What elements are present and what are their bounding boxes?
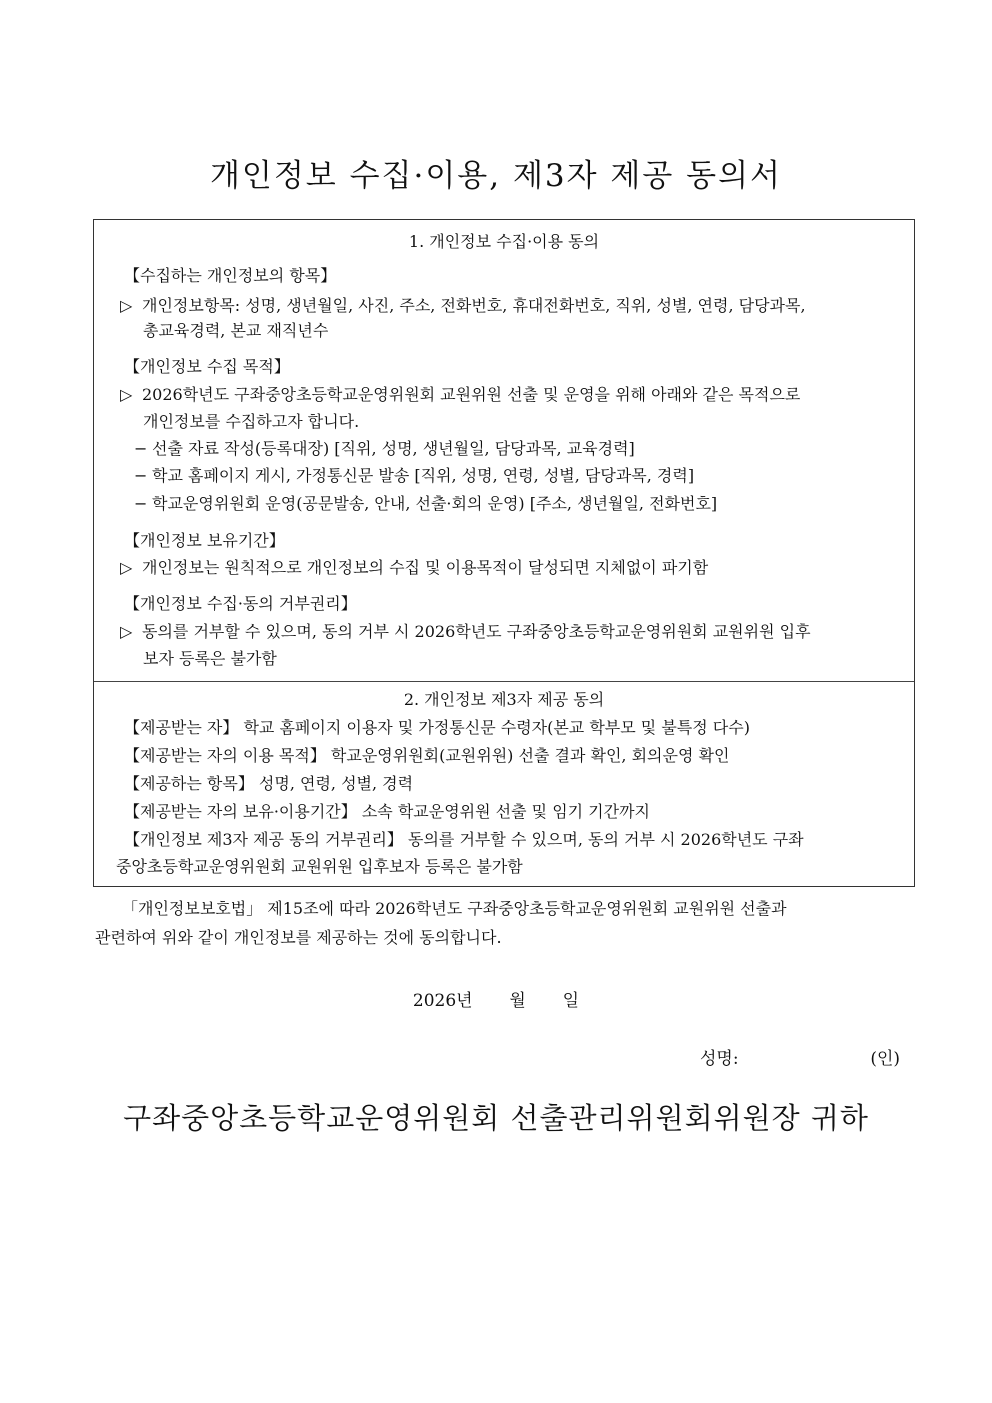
date-year: 2026년: [412, 991, 473, 1011]
provided-items-value: 성명, 연령, 성별, 경력: [258, 774, 414, 793]
consent-form-table: [93, 219, 915, 887]
third-party-refusal-row: [124, 830, 804, 850]
date-line: [0, 986, 992, 1011]
retention-period-label: 【제공받는 자의 보유·이용기간】: [124, 802, 357, 821]
retention-period-row: [124, 802, 650, 822]
collected-items-line1: [120, 296, 806, 316]
collected-items-text1: 개인정보항목: 성명, 생년월일, 사진, 주소, 전화번호, 휴대전화번호, 직위, 성별, 연령, 담당과목,: [142, 296, 806, 315]
date-month: 월: [509, 991, 526, 1011]
seal-placeholder: (인): [870, 1049, 900, 1069]
purpose-text1: 2026학년도 구좌중앙초등학교운영위원회 교원위원 선출 및 운영을 위해 아래와 같은 목적으로: [142, 385, 801, 404]
recipient-purpose-row: [124, 746, 729, 766]
document-title: 개인정보 수집·이용, 제3자 제공 동의서: [209, 158, 783, 194]
section-third-party-consent: [94, 682, 914, 886]
signature-line: [700, 1044, 900, 1069]
refusal-heading: 【개인정보 수집·동의 거부권리】: [124, 594, 357, 613]
retention-line1: ▷ 개인정보는 원칙적으로 개인정보의 수집 및 이용목적이 달성되면 지체없이 파기함: [120, 558, 709, 577]
recipient-value: 학교 홈페이지 이용자 및 가정통신문 수령자(본교 학부모 및 불특정 다수): [243, 718, 750, 737]
third-party-refusal-value1: 동의를 거부할 수 있으며, 동의 거부 시 2026학년도 구좌: [408, 830, 804, 849]
collected-items-line2: 총교육경력, 본교 재직년수: [143, 321, 329, 340]
section-collection-consent: [94, 220, 914, 682]
collected-items-heading: 【수집하는 개인정보의 항목】: [124, 266, 337, 285]
third-party-refusal-label: 【개인정보 제3자 제공 동의 거부권리】: [124, 830, 403, 849]
purpose-heading: 【개인정보 수집 목적】: [124, 357, 290, 376]
dash-icon: −: [134, 466, 148, 485]
date-day: 일: [562, 991, 580, 1011]
provided-items-label: 【제공하는 항목】: [124, 774, 254, 793]
bullet-triangle-icon: ▷: [120, 296, 133, 315]
purpose-subitem-2: − 학교 홈페이지 게시, 가정통신문 발송 [직위, 성명, 연령, 성별, 담당과목, 경력]: [134, 466, 695, 485]
third-party-refusal-value2: 중앙초등학교운영위원회 교원위원 입후보자 등록은 불가함: [116, 857, 523, 876]
dash-icon: −: [134, 439, 148, 458]
bullet-triangle-icon: ▷: [120, 622, 133, 641]
recipient-purpose-label: 【제공받는 자의 이용 목적】: [124, 746, 326, 765]
purpose-line2: 개인정보를 수집하고자 합니다.: [143, 412, 360, 431]
retention-heading: 【개인정보 보유기간】: [124, 531, 285, 550]
recipient-row: [124, 718, 750, 738]
recipient-label: 【제공받는 자】: [124, 718, 239, 737]
consent-statement-line2: 관련하여 위와 같이 개인정보를 제공하는 것에 동의합니다.: [95, 928, 502, 947]
refusal-line1: ▷ 동의를 거부할 수 있으며, 동의 거부 시 2026학년도 구좌중앙초등학교운영위원회 교원위원 입후: [120, 622, 811, 641]
addressee: 구좌중앙초등학교운영위원회 선출관리위원회위원장 귀하: [123, 1101, 869, 1135]
refusal-line2: 보자 등록은 불가함: [143, 649, 277, 668]
retention-period-value: 소속 학교운영위원 선출 및 임기 기간까지: [361, 802, 651, 821]
provided-items-row: [124, 774, 413, 794]
purpose-line1: [120, 385, 800, 405]
purpose-subitem-1: − 선출 자료 작성(등록대장) [직위, 성명, 생년월일, 담당과목, 교육경력]: [134, 439, 635, 458]
bullet-triangle-icon: ▷: [120, 558, 133, 577]
signature-label: 성명:: [700, 1049, 739, 1069]
purpose-subitem-3: − 학교운영위원회 운영(공문발송, 안내, 선출·회의 운영) [주소, 생년월일, 전화번호]: [134, 494, 718, 513]
recipient-purpose-value: 학교운영위원회(교원위원) 선출 결과 확인, 회의운영 확인: [330, 746, 730, 765]
bullet-triangle-icon: ▷: [120, 385, 133, 404]
section2-heading: 2. 개인정보 제3자 제공 동의: [403, 690, 605, 709]
dash-icon: −: [134, 494, 148, 513]
consent-statement-line1: 「개인정보보호법」 제15조에 따라 2026학년도 구좌중앙초등학교운영위원회 교원위원 선출과: [122, 899, 787, 918]
section1-heading: 1. 개인정보 수집·이용 동의: [408, 232, 600, 251]
